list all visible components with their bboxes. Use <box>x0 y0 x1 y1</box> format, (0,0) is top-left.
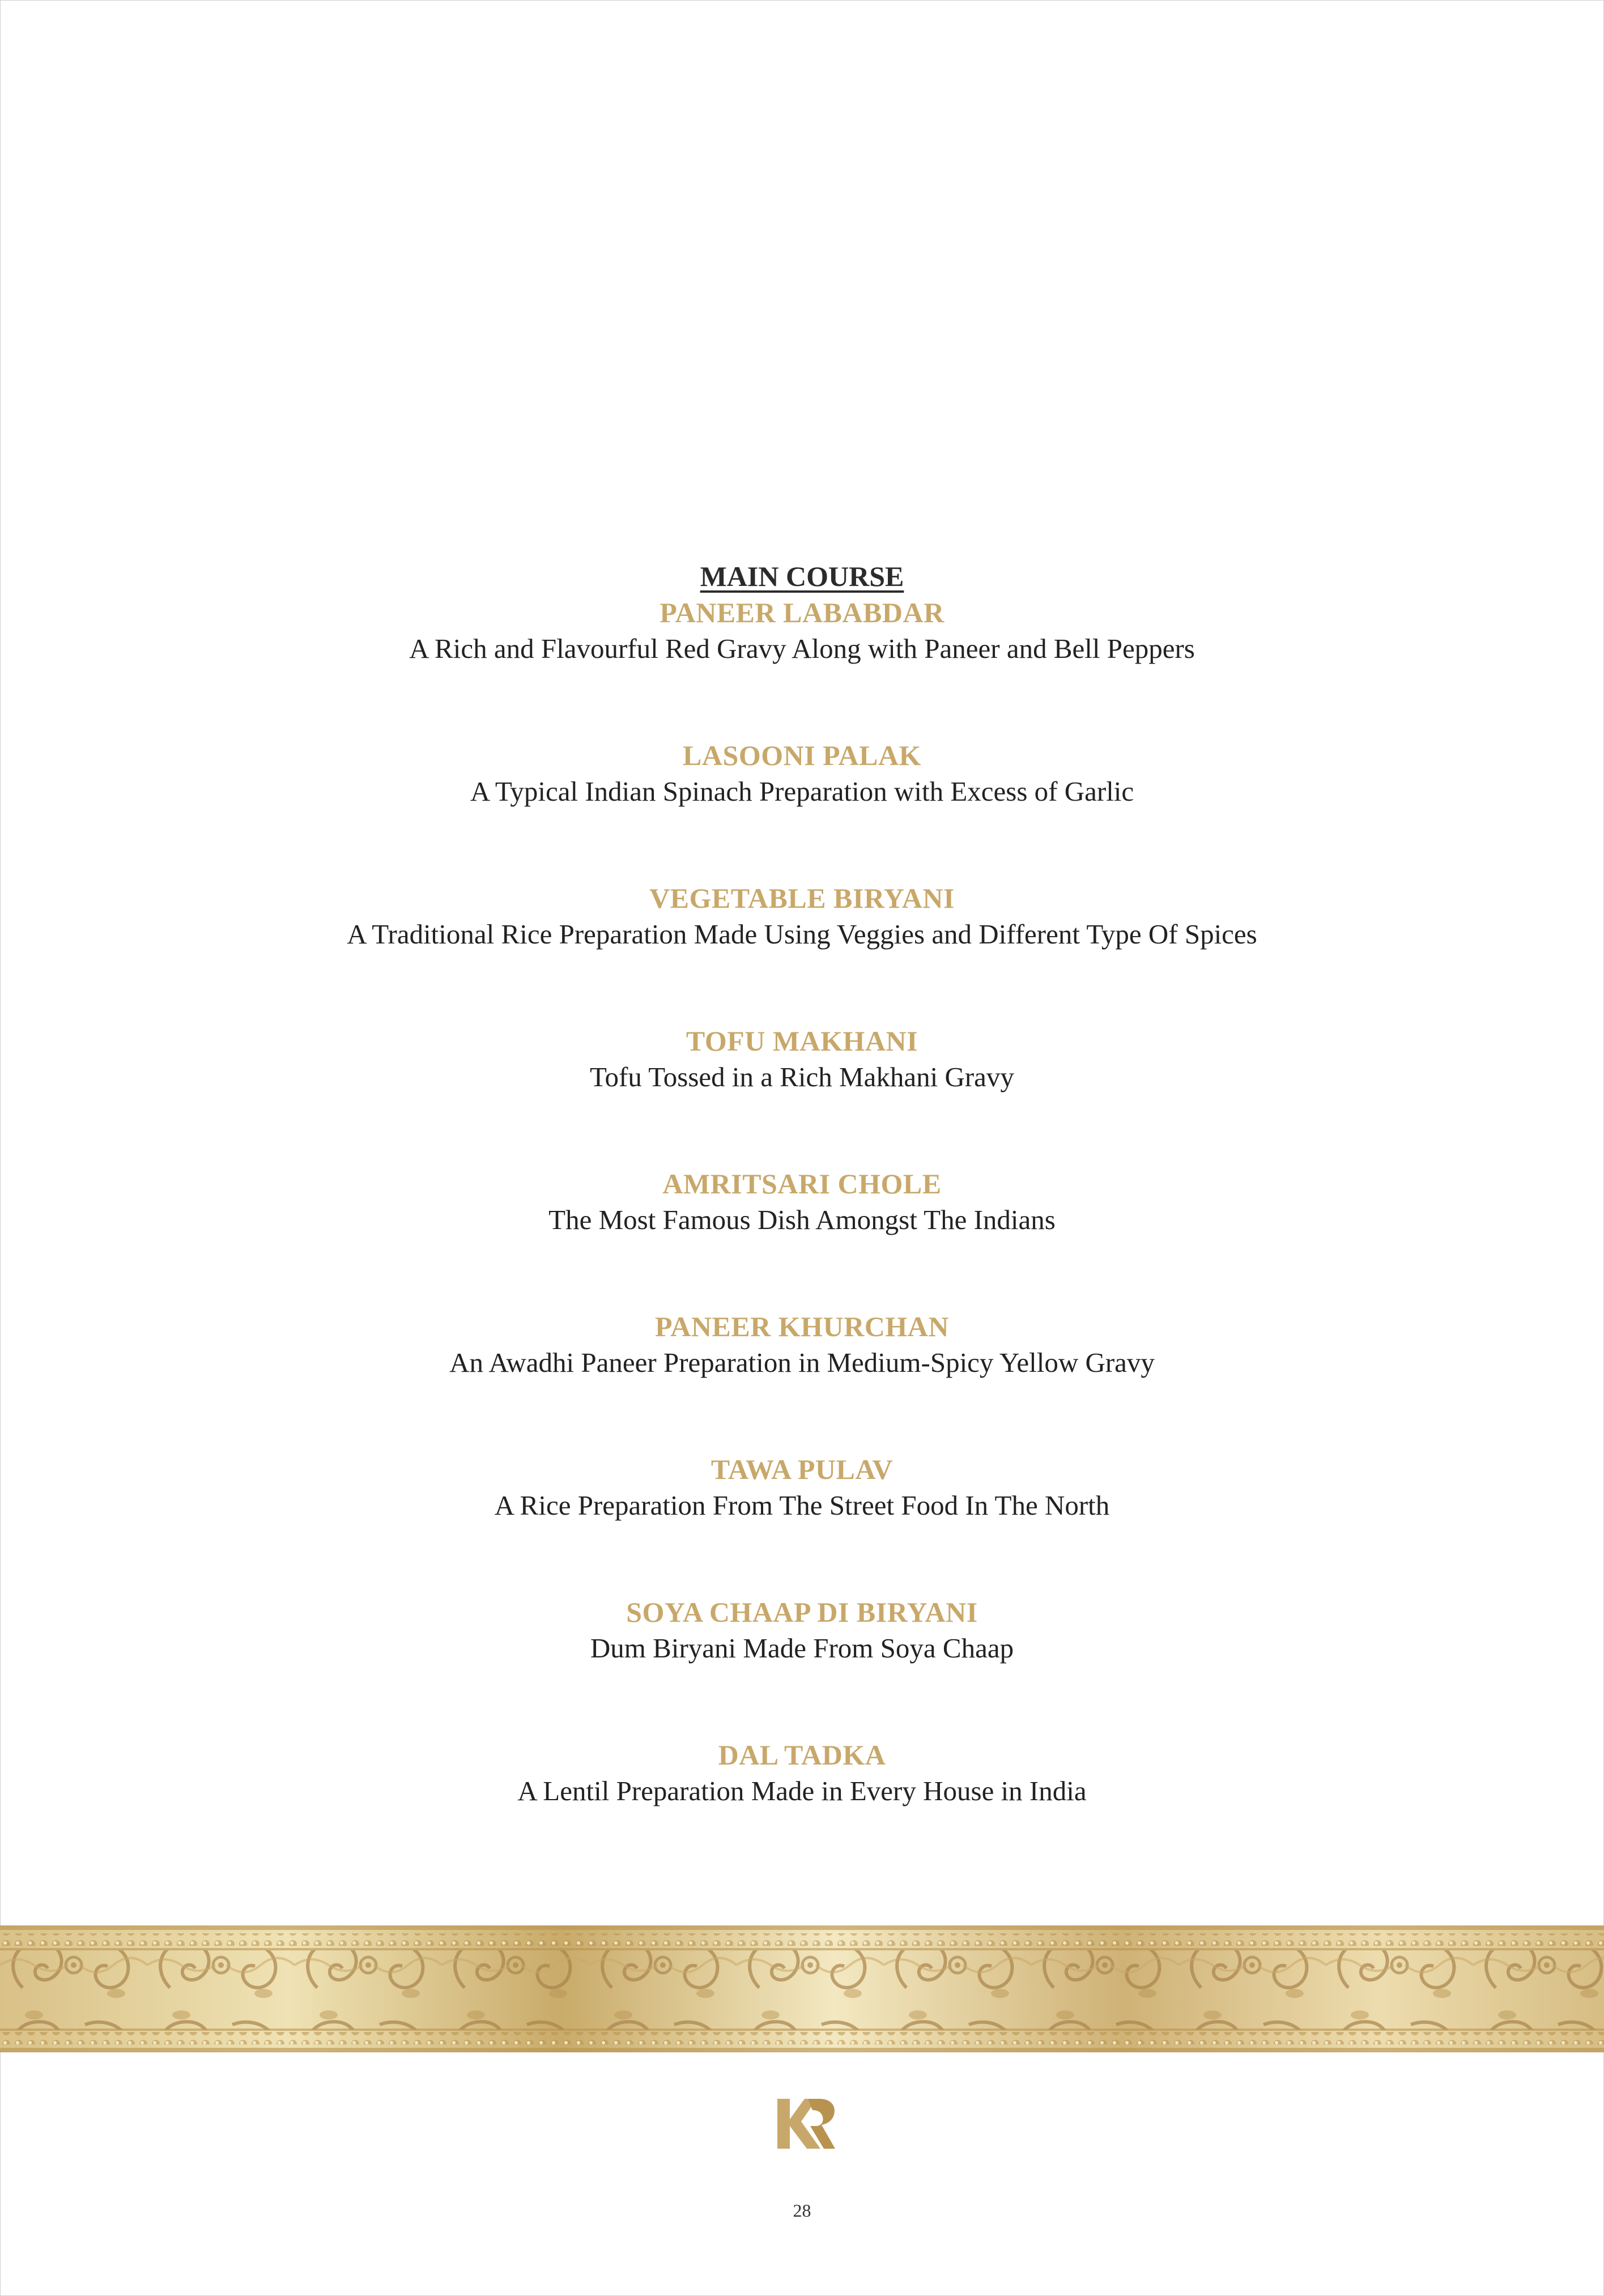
dish-name: TOFU MAKHANI <box>686 1025 918 1057</box>
dish-description: A Rich and Flavourful Red Gravy Along with Paneer and Bell Peppers <box>409 633 1195 664</box>
dish-name: DAL TADKA <box>718 1739 886 1771</box>
dish-description: A Lentil Preparation Made in Every House in India <box>517 1775 1087 1806</box>
paisley-border-decoration <box>0 1925 1604 2052</box>
kr-monogram-icon <box>775 2097 837 2151</box>
dish-item <box>0 594 1604 667</box>
section-title: MAIN COURSE <box>700 560 904 592</box>
dish-description: A Rice Preparation From The Street Food In The North <box>494 1490 1110 1521</box>
dish-item <box>0 1023 1604 1095</box>
dish-name: SOYA CHAAP DI BIRYANI <box>626 1596 978 1628</box>
dish-name: VEGETABLE BIRYANI <box>649 882 955 914</box>
dish-description: Tofu Tossed in a Rich Makhani Gravy <box>590 1061 1014 1092</box>
dish-item <box>0 1737 1604 1809</box>
dish-description: A Typical Indian Spinach Preparation with Excess of Garlic <box>470 776 1134 807</box>
dish-item <box>0 737 1604 810</box>
dish-description: An Awadhi Paneer Preparation in Medium-Spicy Yellow Gravy <box>449 1347 1155 1378</box>
dish-name: PANEER LABABDAR <box>660 597 944 628</box>
dish-item <box>0 1166 1604 1238</box>
menu-section <box>0 558 1604 1880</box>
dish-description: The Most Famous Dish Amongst The Indians <box>548 1204 1056 1235</box>
dish-item <box>0 1594 1604 1666</box>
dish-item <box>0 1451 1604 1524</box>
dish-name: PANEER KHURCHAN <box>654 1311 950 1342</box>
dish-name: TAWA PULAV <box>710 1453 894 1485</box>
dish-description: Dum Biryani Made From Soya Chaap <box>590 1632 1014 1664</box>
page-number: 28 <box>793 2200 811 2221</box>
dish-item <box>0 880 1604 953</box>
dish-name: AMRITSARI CHOLE <box>662 1168 942 1200</box>
dish-item <box>0 1308 1604 1381</box>
dish-description: A Traditional Rice Preparation Made Using Veggies and Different Type Of Spices <box>347 919 1257 950</box>
dish-name: LASOONI PALAK <box>683 739 921 771</box>
